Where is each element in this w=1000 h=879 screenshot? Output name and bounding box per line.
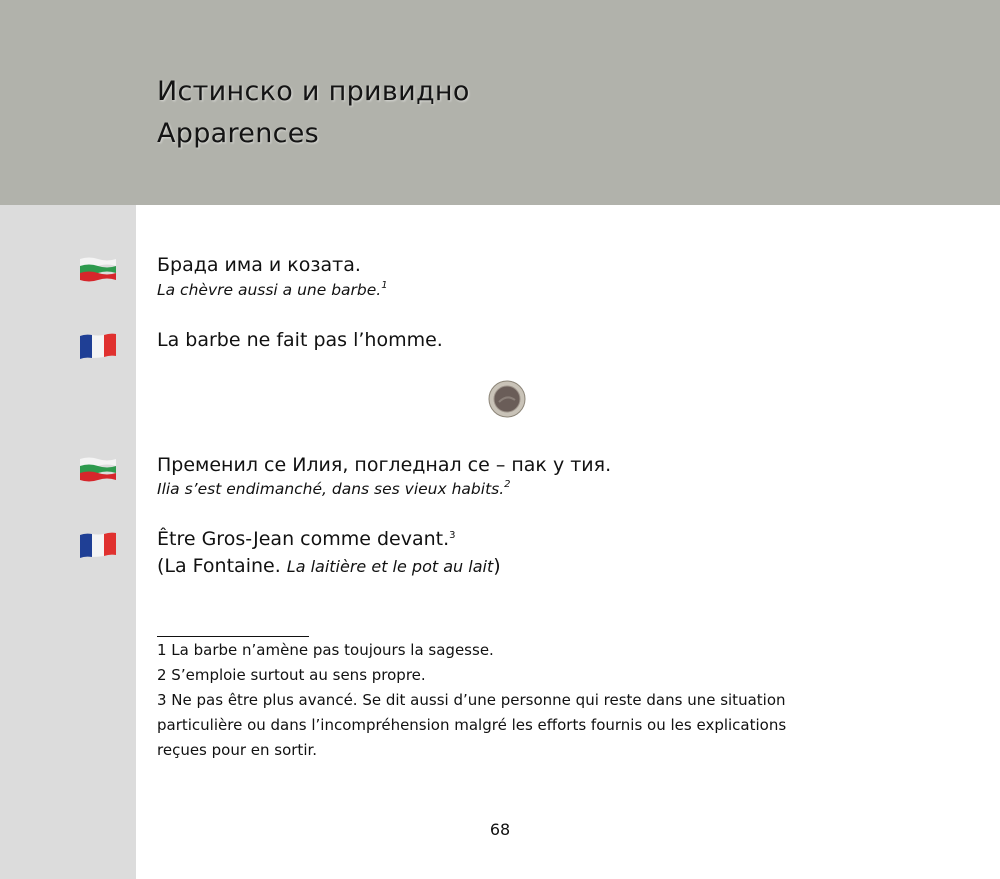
france-flag-icon bbox=[79, 532, 117, 559]
translation-2 bbox=[157, 480, 511, 498]
proverb-text: Брада има и козата. bbox=[157, 254, 361, 276]
proverb-bulgarian-1 bbox=[157, 254, 361, 276]
footnote-3-end: reçues pour en sortir. bbox=[157, 741, 318, 759]
citation-author: (La Fontaine. bbox=[157, 555, 287, 577]
translation-1 bbox=[157, 281, 388, 299]
bulgaria-flag-icon bbox=[79, 456, 117, 483]
footnote-3-cont: particulière ou dans l’incompréhension malgré les efforts fournis ou les explications bbox=[157, 716, 787, 734]
header-band bbox=[0, 0, 1000, 205]
proverb-french-1: La barbe ne fait pas l’homme. bbox=[157, 329, 443, 351]
footnote-3: 3 Ne pas être plus avancé. Se dit aussi d’une personne qui reste dans une situation bbox=[157, 691, 786, 709]
page-number: 68 bbox=[489, 820, 511, 839]
citation-title: La laitière et le pot au lait bbox=[286, 557, 494, 576]
footnote-rule bbox=[157, 636, 309, 637]
footnote-2: 2 S’emploie surtout au sens propre. bbox=[157, 666, 426, 684]
proverb-text: Être Gros-Jean comme devant. bbox=[157, 528, 450, 550]
citation-close: ) bbox=[493, 555, 501, 577]
proverb-french-2 bbox=[157, 528, 456, 550]
footnote-1: 1 La barbe n’amène pas toujours la sagesse. bbox=[157, 641, 494, 659]
footnote-ref: 2 bbox=[504, 479, 511, 490]
translation-text: Ilia s’est endimanché, dans ses vieux habits. bbox=[157, 480, 505, 498]
proverb-bulgarian-2: Пременил се Илия, погледнал се – пак у тия. bbox=[157, 454, 612, 476]
page-title-bulgarian: Истинско и привидно bbox=[157, 76, 470, 107]
page-title-french: Apparences bbox=[157, 118, 320, 149]
footnote-ref: 1 bbox=[381, 280, 388, 291]
coin-icon bbox=[488, 380, 526, 418]
translation-text: La chèvre aussi a une barbe. bbox=[157, 281, 382, 299]
footnote-ref: 3 bbox=[449, 530, 456, 541]
citation bbox=[157, 555, 501, 577]
bulgaria-flag-icon bbox=[79, 256, 117, 283]
france-flag-icon bbox=[79, 333, 117, 360]
